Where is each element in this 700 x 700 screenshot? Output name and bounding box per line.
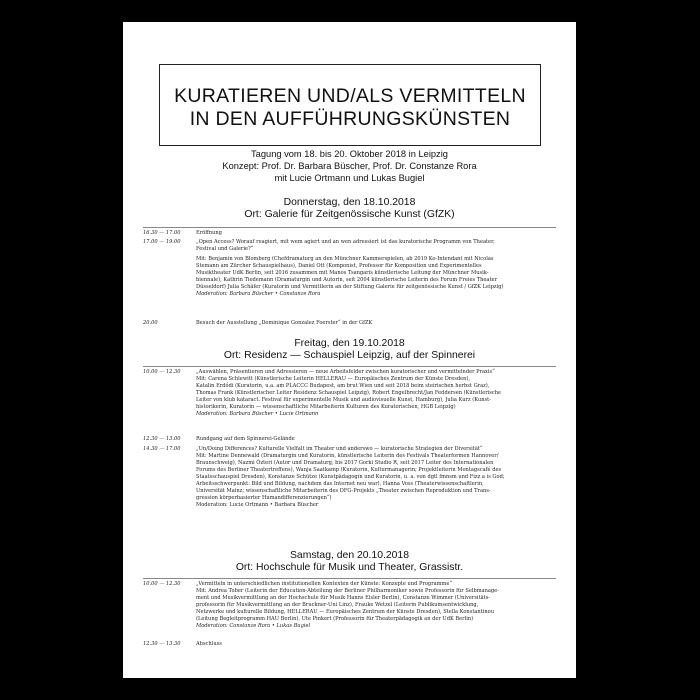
schedule-entry [143, 581, 556, 630]
schedule-entry [143, 436, 556, 443]
schedule-entry [143, 446, 556, 509]
entry-line: (Leitung Begleitprogramm HAU Berlin), Ute Pinkert (Professorin für Theaterpädagogik an der UdK Berlin) [196, 616, 474, 622]
entry-line: Abschluss [196, 641, 222, 647]
divider [143, 578, 556, 579]
entry-time: 10.00 — 12.30 [143, 369, 181, 375]
day-1-venue: Ort: Galerie für Zeitgenössische Kunst (GfZK) [244, 209, 455, 220]
entry-line: Eröffnung [196, 230, 222, 236]
entry-line: Braunschweig), Nazmi Özteri (Autor und Dramaturg, bis 2017 Gorki Studio R, seit 2017 Leiter des Internationalen [196, 460, 494, 466]
schedule-entry [143, 239, 556, 298]
entry-time: 12.30 — 13.30 [143, 641, 181, 647]
entry-line: historikerin, Kuratorin — wissenschaftliche Mitarbeiterin Kulturen des Kuratorischen, HGB Leipzig) [196, 404, 456, 410]
entry-line: biennale), Kathrin Tiedemann (Dramaturgin und Autorin, seit 2004 künstlerische Leiterin des Forum Freies Theater [196, 276, 497, 283]
title-box [159, 64, 541, 146]
day-2-venue: Ort: Residenz — Schauspiel Leipzig, auf der Spinnerei [223, 350, 476, 361]
divider [143, 227, 556, 228]
entry-line: Universität Mainz; wissenschaftliche Mitarbeiterin des DFG-Projekts „Theater zwischen Reproduktion und Trans- [196, 488, 491, 494]
entry-line: Katalin Erdődi (Kuratorin, u.a. am PLACCC Budapest, am brut Wien und seit 2018 beim steirischen herbst Graz), [196, 383, 490, 389]
entry-line: Thomas Frank (Künstlerischer Leiter Residenz Schauspiel Leipzig), Robert Engelbrecht/Jan Feddersen (Künstlerische [196, 390, 502, 396]
entry-line: „Vermitteln in unterschiedlichen institutionellen Kontexten der Künste: Konzepte und Programme“ [196, 581, 452, 587]
entry-line: Mit: Andrea Tober (Leiterin der Education-Abteilung der Berliner Philharmoniker sowie Professorin für Selbmanage- [196, 588, 499, 594]
entry-time: 20.00 [143, 320, 158, 326]
divider [143, 366, 556, 367]
entry-line: Mit: Benjamin von Blomberg (Chefdramaturg an den Münchner Kammerspielen, ab 2019 Ko-Intendant mit Nicolas [196, 255, 494, 262]
schedule-entry [143, 641, 556, 648]
day-3-date: Samstag, den 20.10.2018 [289, 550, 409, 561]
tagung-line: Tagung vom 18. bis 20. Oktober 2018 in Leipzig [251, 149, 448, 159]
day-3-header [123, 550, 576, 574]
schedule-entry [143, 230, 556, 237]
entry-line: Düsseldorf) Julia Schäfer (Kuratorin und Vermittlerin an der Stiftung Galerie für zeitgenössische Kunst / GfZK Leipzig) [196, 283, 504, 290]
entry-time: 12.30 — 13.00 [143, 436, 181, 442]
entry-time: 17.00 — 19.00 [143, 239, 181, 245]
day-2-date: Freitag, den 19.10.2018 [294, 338, 405, 349]
entry-line: „Open Access? Worauf reagiert, mit wem agiert und an wen adressiert ist das kuratorische Programm von Theater, [196, 239, 495, 245]
entry-line: ment und Musikvermittlung an der Hochschule für Musik Hanns Eisler Berlin), Constanze Wimmer (Universitäts- [196, 595, 491, 601]
entry-time: 16.30 — 17.00 [143, 230, 181, 236]
konzept-line-1: Konzept: Prof. Dr. Barbara Büscher, Prof. Dr. Constanze Rora [222, 161, 477, 171]
entry-line: Forums des Berliner Theatertreffens), Wanja Saatkamp (Kuratorin, Kulturmanagerin; Projektleiterin Montagscafé des [196, 467, 502, 473]
entry-line: Arbeitsschwerpunkt: Bild und Bildung, nachdem das Internet neu war), Hanna Voss (Theaterwissenschaftlerin, [196, 481, 484, 487]
entry-line: Moderation: Barbara Büscher • Lucie Ortmann [196, 411, 319, 417]
entry-line: Moderation: Lucie Ortmann • Barbara Büscher [196, 502, 319, 508]
entry-line: Rundgang auf dem Spinnerei-Gelände [196, 436, 295, 442]
entry-line: Moderation: Barbara Büscher • Constanze Rora [196, 290, 321, 297]
title-line-2: IN DEN AUFFÜHRUNGSKÜNSTEN [189, 108, 511, 130]
schedule-entry [143, 320, 556, 327]
day-1-date: Donnerstag, den 18.10.2018 [283, 197, 416, 208]
entry-line: Besuch der Ausstellung „Dominique Gonzalez Foerster“ in der GfZK [196, 320, 373, 326]
entry-line: Stemann am Zürcher Schauspielhaus), Daniel Ott (Komponist, Professor für Komposition und Experimentelles [196, 262, 482, 269]
entry-line: gression körperbasierter Humandifferenzierungen“) [196, 495, 332, 501]
day-3-venue: Ort: Hochschule für Musik und Theater, Grassistr. [235, 562, 464, 573]
entry-line: Musiktheater UdK Berlin, seit 2016 zusammen mit Manos Tsangaris künstlerische Leitung der Münchner Musik- [196, 269, 489, 276]
entry-line: Netzwerke und kulturelle Bildung, HELLERAU — Europäisches Zentrum der Künste Dresden), Stella Konstantinou [196, 609, 494, 615]
entry-line: professorin für Musikvermittlung an der Bruckner-Uni Linz), Frauke Wetzel (Leiterin Publikumsentwicklung, [196, 602, 479, 608]
entry-line: Mit: Martine Dennewald (Dramaturgin und Kuratorin, künstlerische Leiterin des Festivals Theaterformen Hannover/ [196, 453, 499, 459]
day-2-header [123, 338, 576, 362]
entry-line: Staatsschauspiel Dresden), Konstanze Schütze (Kunstpädagogin und Kuratorin, u. a. von dgtl fmnsm und Fizz a is God; [196, 474, 505, 480]
entry-line: Mit: Carena Schlewitt (Künstlerische Leiterin HELLERAU — Europäisches Zentrum der Künste Dresden), [196, 376, 470, 382]
entry-line: Moderation: Constanze Rora • Lukas Bugiel [196, 623, 311, 629]
entry-line: Leiter von klub kataract. Festival für experimentelle Musik und audiovisuelle Kunst, Hamburg), Julia Kurz (Kunst- [196, 397, 491, 403]
entry-line: „Un/Doing Differences? Kulturelle Vielfalt im Theater und anderswo — kuratorische Strategien der Diversität“ [196, 446, 483, 452]
entry-time: 14.30 — 17.00 [143, 446, 181, 452]
konzept-line-2: mit Lucie Ortmann und Lukas Bugiel [274, 173, 425, 183]
program-sheet [123, 22, 576, 678]
title-line-1: KURATIEREN UND/ALS VERMITTELN [174, 85, 526, 107]
entry-line: „Auswählen, Präsentieren und Adressieren — neue Arbeitsfelder zwischen kuratorischer und vermittelnder Praxis“ [196, 369, 495, 375]
entry-line: Festival und Galerie?“ [196, 246, 254, 252]
schedule-entry [143, 369, 556, 418]
entry-time: 10.00 — 12.30 [143, 581, 181, 587]
day-1-header [123, 197, 576, 221]
